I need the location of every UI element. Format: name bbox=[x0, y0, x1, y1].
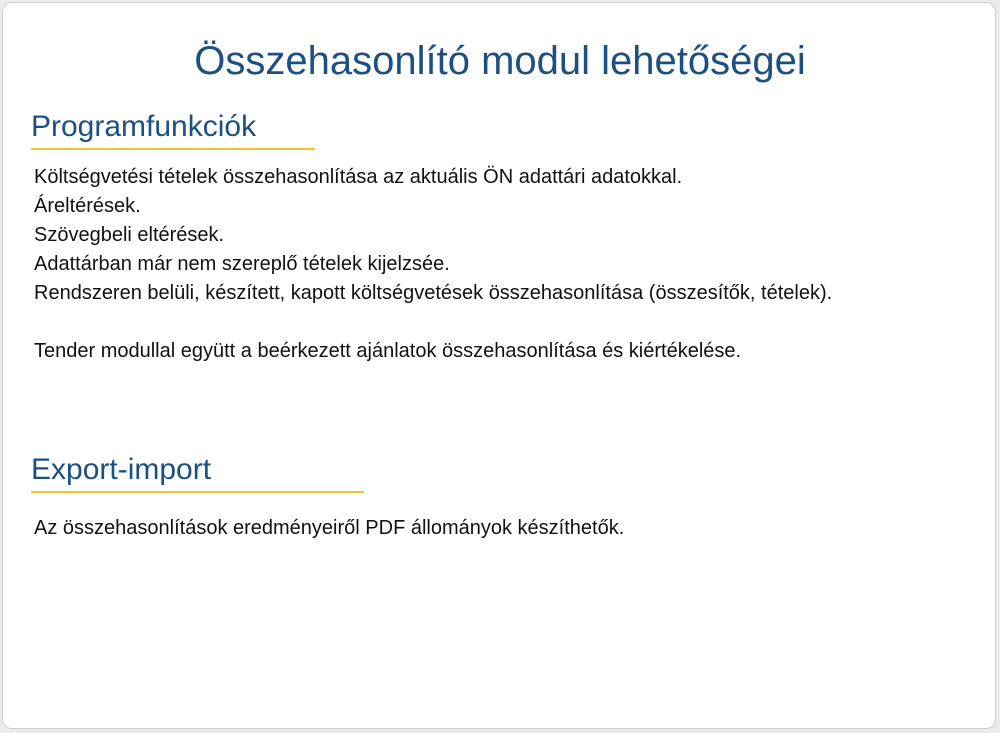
section-heading-export-import: Export-import bbox=[31, 453, 212, 486]
section-underline bbox=[31, 491, 364, 493]
paragraph-spacer bbox=[34, 308, 832, 337]
section-underline bbox=[31, 148, 315, 150]
text-line: Költségvetési tételek összehasonlítása az aktuális ÖN adattári adatokkal. bbox=[34, 166, 683, 188]
text-line: Áreltérések. bbox=[34, 195, 141, 217]
section-heading-programfunkciok: Programfunkciók bbox=[31, 110, 257, 143]
text-line: Adattárban már nem szereplő tételek kijelzsée. bbox=[34, 253, 450, 275]
text-line: Az összehasonlítások eredményeiről PDF állományok készíthetők. bbox=[34, 517, 625, 539]
text-line: Szövegbeli eltérések. bbox=[34, 224, 225, 246]
slide-title: Összehasonlító modul lehetőségei bbox=[194, 39, 806, 83]
text-line: Rendszeren belüli, készített, kapott költségvetések összehasonlítása (összesítők, tételek). bbox=[34, 282, 833, 304]
section-body-export-import bbox=[34, 514, 624, 543]
slide bbox=[2, 2, 996, 729]
section-body-programfunkciok bbox=[34, 163, 832, 366]
text-line: Tender modullal együtt a beérkezett ajánlatok összehasonlítása és kiértékelése. bbox=[34, 340, 742, 362]
